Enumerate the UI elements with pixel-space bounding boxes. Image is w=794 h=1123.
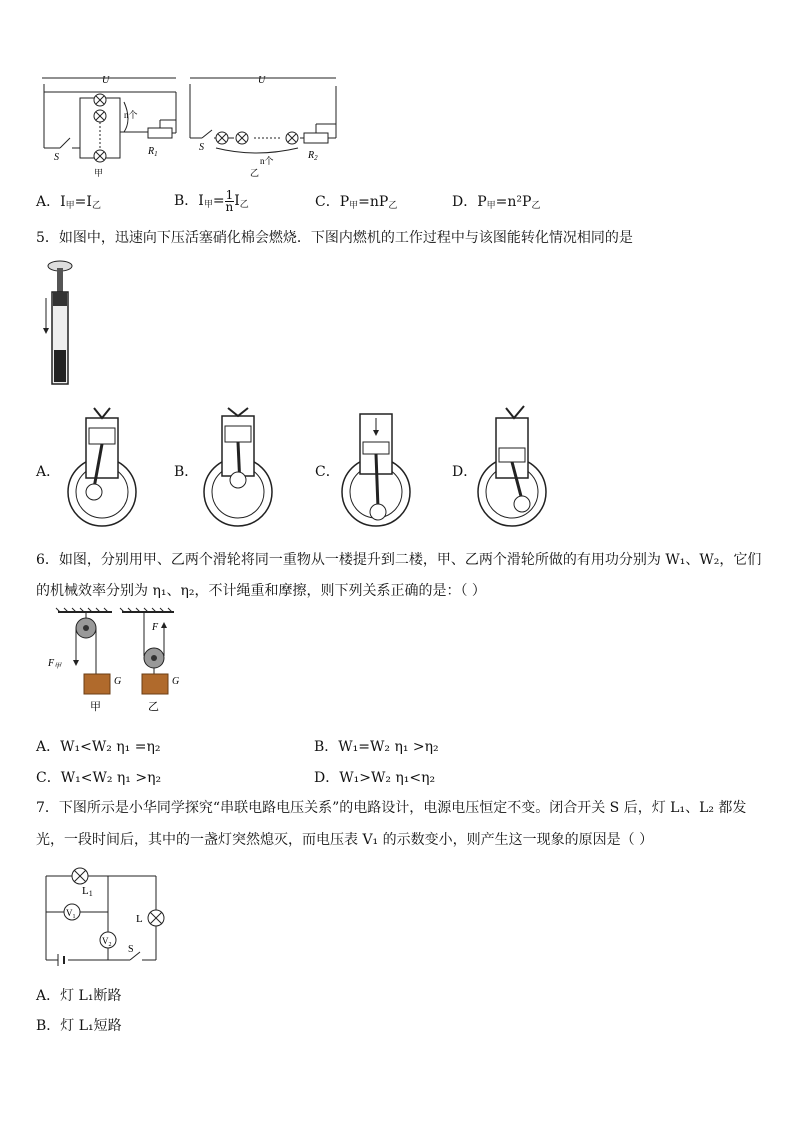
q6-g2-label: G [172,676,180,687]
q4-jia-label: 甲 [94,168,104,178]
q6-stem-line1: 6．如图，分别用甲、乙两个滑轮将同一重物从一楼提升到二楼，甲、乙两个滑轮所做的有用功分别为 W₁、W₂，它们 [36,552,762,568]
q4-n-label-2: n个 [260,156,274,166]
q4-r2-label: $R_2$ [308,150,318,162]
q5-option-c[interactable]: C． [315,464,340,480]
q4-circuit-figure [36,72,346,182]
q4-yi-label: 乙 [250,168,260,178]
q5-stem: 5．如图中，迅速向下压活塞硝化棉会燃烧．下图内燃机的工作过程中与该图能转化情况相同的是 [36,230,633,246]
q4-u-label-2: U [258,75,266,86]
q4-lamps-yi [216,132,298,144]
q7-l1-label: L1 [82,885,93,898]
q5-option-d[interactable]: D． [452,464,478,480]
q6-stem-line2: 的机械效率分别为 η₁、η₂，不计绳重和摩擦，则下列关系正确的是：（ ） [36,583,486,599]
q7-option-a[interactable]: A．灯 L₁断路 [36,988,122,1004]
q5-engine-b [200,402,280,532]
q7-option-b[interactable]: B．灯 L₁短路 [36,1018,122,1034]
q7-stem-line1: 7．下图所示是小华同学探究“串联电路电压关系”的电路设计，电源电压恒定不变。闭合开关 S 后，灯 L₁、L₂ 都发 [36,800,747,816]
q6-f-jia-label: $F_甲$ [48,658,62,670]
q4-s-label-1: S [54,152,59,163]
fraction: $\frac{1}{n}$ [225,187,234,214]
q6-option-a[interactable]: A．W₁<W₂ η₁ =η₂ [36,739,161,755]
q6-option-c[interactable]: C．W₁<W₂ η₁ >η₂ [36,770,162,786]
q6-f-yi-label: F [152,622,159,633]
q4-r1-label: $R_1$ [148,146,158,158]
q7-v2-label: $V_2$ [102,936,112,948]
q6-pulley-figure [40,606,190,716]
q5-compression-cylinder [40,258,80,390]
q7-circuit-figure [36,864,166,970]
q6-g1-label: G [114,676,122,687]
q5-engine-c [338,404,418,532]
q6-jia-label: 甲 [90,701,101,713]
q6-option-d[interactable]: D．W₁>W₂ η₁<η₂ [314,770,436,786]
q7-v1-label: $V_1$ [66,908,76,920]
q4-lamps-jia [94,94,106,162]
q7-l-label: L [136,913,143,925]
q7-s-label: S [128,944,134,955]
q4-n-label-1: n个 [124,110,138,120]
q4-option-b[interactable]: B．$I_甲=$ $\frac{1}{n}$ $I_乙$ [174,187,249,214]
q4-s-label-2: S [199,142,204,153]
q4-option-d[interactable]: D．$P_甲=n^2P_乙$ [452,194,541,211]
q5-option-b[interactable]: B． [174,464,199,480]
q6-yi-label: 乙 [148,701,159,713]
q4-option-c[interactable]: C．$P_甲=nP_乙$ [315,194,398,211]
q6-option-b[interactable]: B．W₁=W₂ η₁ >η₂ [314,739,439,755]
q5-option-a[interactable]: A． [36,464,61,480]
q4-u-label-1: U [102,75,110,86]
q4-option-a[interactable]: A．$I_甲=I_乙$ [36,194,101,211]
q5-engine-a [64,404,144,532]
q7-stem-line2: 光，一段时间后，其中的一盏灯突然熄灭，而电压表 V₁ 的示数变小，则产生这一现象的原因是（ ） [36,832,654,848]
q5-engine-d [474,404,554,532]
